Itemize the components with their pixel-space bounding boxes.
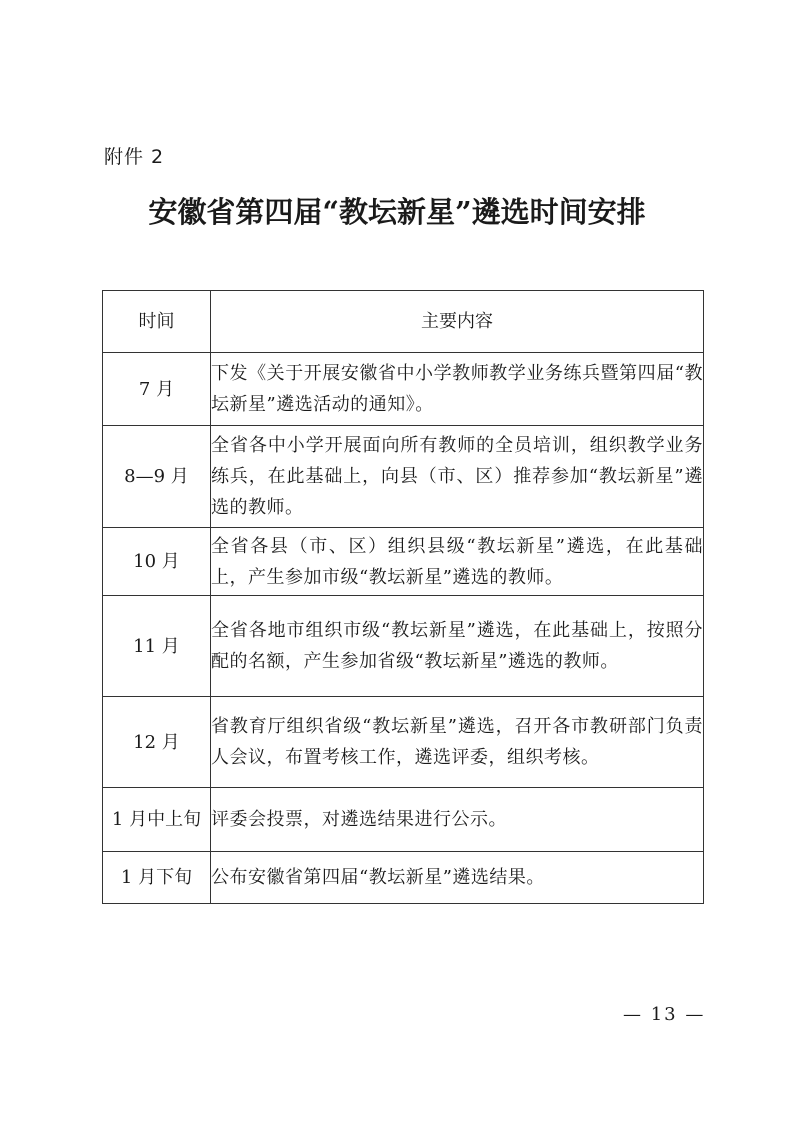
- row-content: 公布安徽省第四届“教坛新星”遴选结果。: [211, 852, 704, 904]
- table-row: [103, 353, 704, 426]
- column-header-content: 主要内容: [211, 291, 704, 353]
- table-row: [103, 426, 704, 528]
- row-time: 11 月: [103, 596, 211, 697]
- attachment-label: 附件 2: [104, 146, 165, 168]
- page-number: — 13 —: [623, 1004, 706, 1025]
- row-time: 1 月下旬: [103, 852, 211, 904]
- row-time: 1 月中上旬: [103, 788, 211, 852]
- row-time: 7 月: [103, 353, 211, 426]
- table-row: [103, 528, 704, 596]
- schedule-table: [102, 290, 704, 904]
- document-title: 安徽省第四届“教坛新星”遴选时间安排: [148, 195, 646, 229]
- row-content: 省教育厅组织省级“教坛新星”遴选，召开各市教研部门负责人会议，布置考核工作，遴选评委，组织考核。: [211, 697, 704, 788]
- row-content: 下发《关于开展安徽省中小学教师教学业务练兵暨第四届“教坛新星”遴选活动的通知》。: [211, 353, 704, 426]
- row-content: 全省各县（市、区）组织县级“教坛新星”遴选，在此基础上，产生参加市级“教坛新星”遴选的教师。: [211, 528, 704, 596]
- table-row: [103, 596, 704, 697]
- table-header-row: [103, 291, 704, 353]
- row-time: 12 月: [103, 697, 211, 788]
- row-time: 10 月: [103, 528, 211, 596]
- table-row: [103, 788, 704, 852]
- table-row: [103, 852, 704, 904]
- row-content: 全省各中小学开展面向所有教师的全员培训，组织教学业务练兵，在此基础上，向县（市、区）推荐参加“教坛新星”遴选的教师。: [211, 426, 704, 528]
- row-content: 评委会投票，对遴选结果进行公示。: [211, 788, 704, 852]
- row-content: 全省各地市组织市级“教坛新星”遴选，在此基础上，按照分配的名额，产生参加省级“教坛新星”遴选的教师。: [211, 596, 704, 697]
- row-time: 8—9 月: [103, 426, 211, 528]
- column-header-time: 时间: [103, 291, 211, 353]
- table-row: [103, 697, 704, 788]
